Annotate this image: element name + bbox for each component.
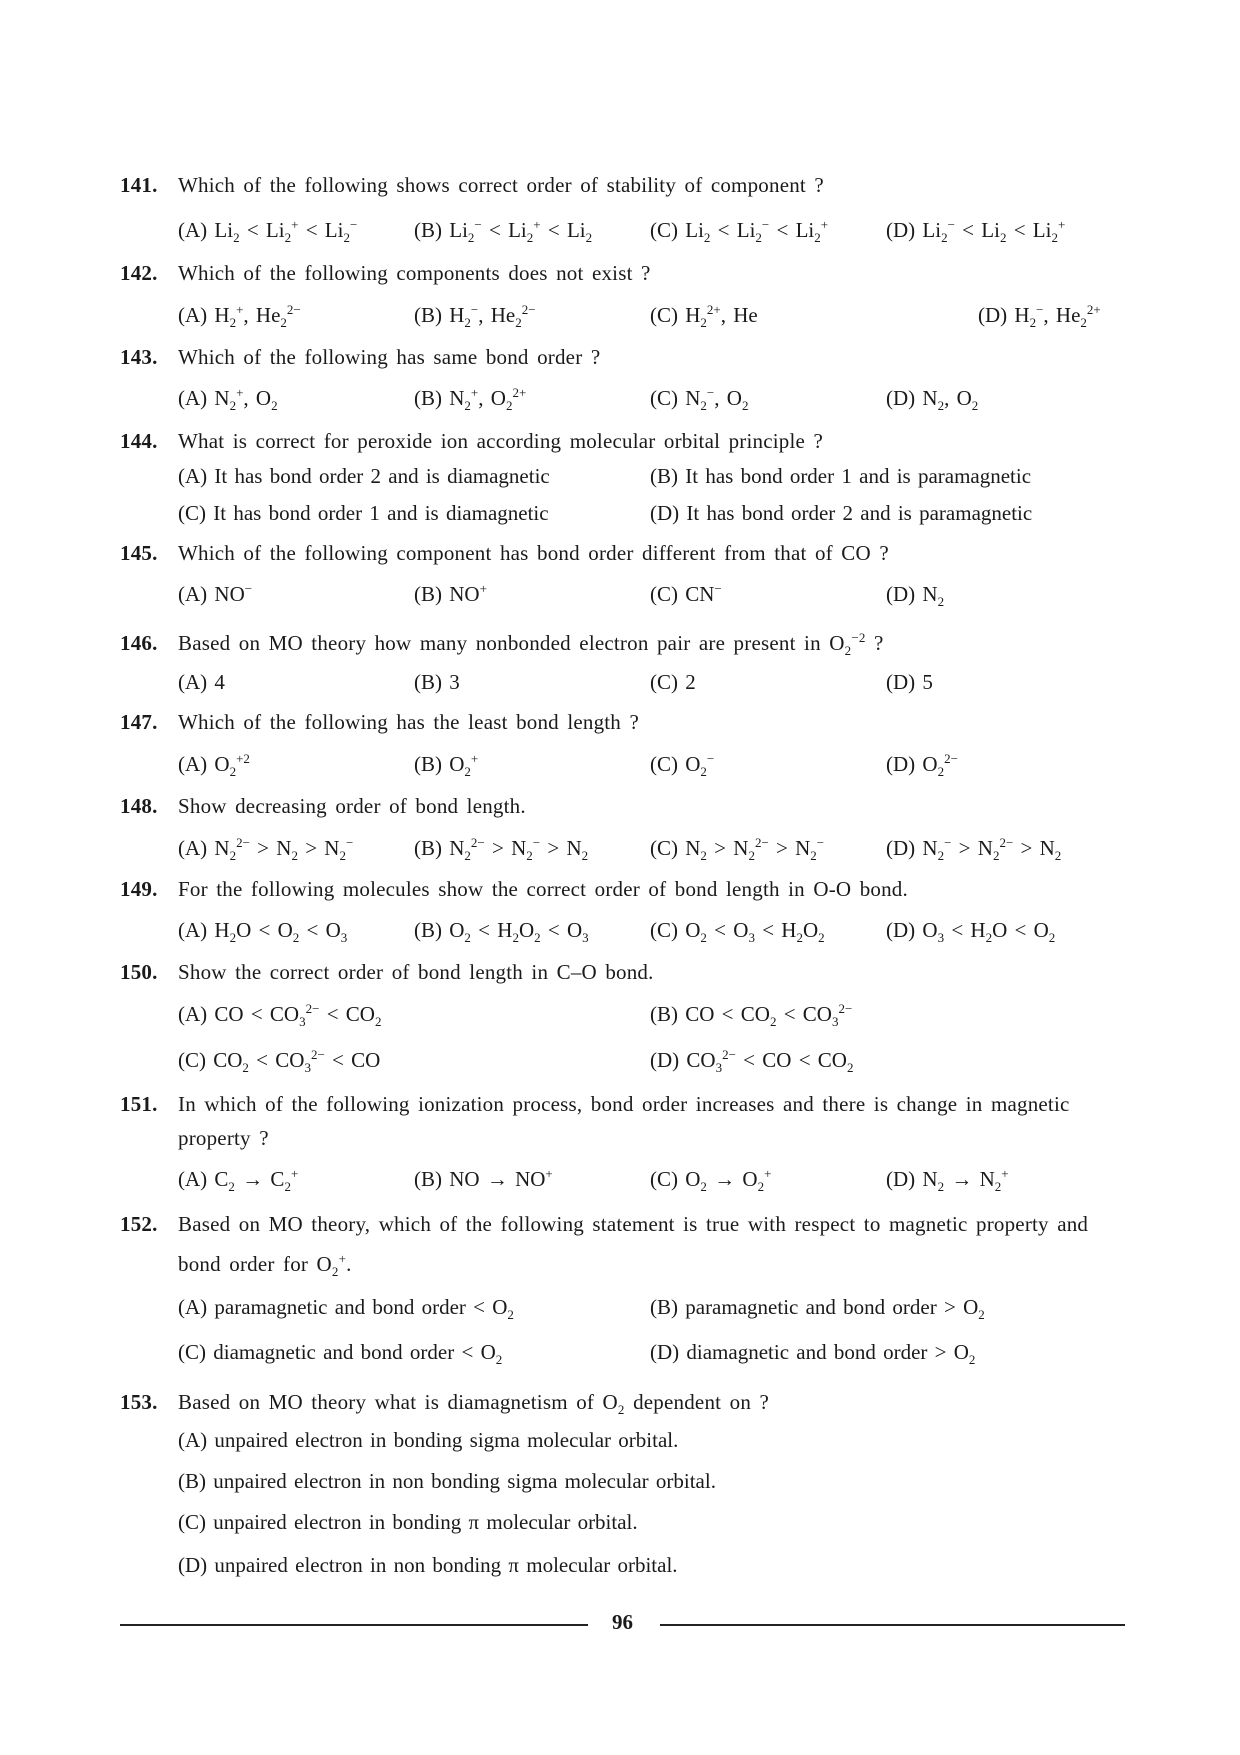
question-text-main: Based on MO theory, which of the following statement is true with respect to magnetic property and bond order for xyxy=(178,1212,1089,1276)
option-a: (A) $N_2^{2-} > N_2 > N_2^-$ xyxy=(178,835,354,864)
question-text: What is correct for peroxide ion according molecular orbital principle ? xyxy=(178,429,823,453)
question-number: 144. xyxy=(120,429,158,453)
page-number: 96 xyxy=(612,1610,633,1634)
option-b-text: (B) paramagnetic and bond order > xyxy=(650,1295,956,1319)
question-143 xyxy=(120,340,1130,374)
question-number: 151. xyxy=(120,1092,158,1116)
option-b: (B) paramagnetic and bond order > $O_2$ xyxy=(650,1295,985,1323)
option-c: (C) $H_2^{2+}$, He xyxy=(650,302,758,331)
question-text: Based on MO theory how many nonbonded electron pair are present in $O_2^{-2}$ ? xyxy=(178,630,884,659)
question-text: Show the correct order of bond length in C–O bond. xyxy=(178,960,654,984)
question-145 xyxy=(120,536,1130,570)
option-b: (B) $O_2 < H_2O_2 < O_3$ xyxy=(414,918,589,946)
question-text: Which of the following has same bond order ? xyxy=(178,345,601,369)
option-b: (B) It has bond order 1 and is paramagnetic xyxy=(650,464,1032,488)
option-d: (D) It has bond order 2 and is paramagnetic xyxy=(650,501,1033,525)
option-c: (C) unpaired electron in bonding π molecular orbital. xyxy=(178,1510,638,1534)
question-text: Show decreasing order of bond length. xyxy=(178,794,526,818)
option-c: (C) $O_2 \to O_2^+$ xyxy=(650,1166,772,1195)
question-number: 143. xyxy=(120,345,158,369)
question-number: 150. xyxy=(120,960,158,984)
option-d: (D) $Li_2^- < Li_2 < Li_2^+$ xyxy=(886,217,1066,246)
question-text: Which of the following component has bond order different from that of CO ? xyxy=(178,541,889,565)
question-number: 148. xyxy=(120,794,158,818)
question-text: For the following molecules show the correct order of bond length in O-O bond. xyxy=(178,877,908,901)
option-a: (A) $H_2O < O_2 < O_3$ xyxy=(178,918,348,946)
option-d: (D) $H_2^-$, $He_2^{2+}$ xyxy=(978,302,1101,331)
option-a: (A) It has bond order 2 and is diamagnetic xyxy=(178,464,550,488)
option-d: (D) $N_2$ xyxy=(886,582,945,610)
option-d-text: (D) diamagnetic and bond order > xyxy=(650,1340,947,1364)
question-150 xyxy=(120,955,1130,989)
option-c: (C) 2 xyxy=(650,670,696,694)
question-text: Which of the following components does not exist ? xyxy=(178,261,651,285)
footer-rule-left xyxy=(120,1624,588,1626)
question-153 xyxy=(120,1385,1130,1419)
option-d: (D) diamagnetic and bond order > $O_2$ xyxy=(650,1340,976,1368)
option-d: (D) $O_3 < H_2O < O_2$ xyxy=(886,918,1056,946)
question-151 xyxy=(120,1087,1130,1155)
question-number: 153. xyxy=(120,1390,158,1414)
option-d: (D) 5 xyxy=(886,670,933,694)
question-text: Which of the following shows correct order of stability of component ? xyxy=(178,173,824,197)
question-number: 147. xyxy=(120,710,158,734)
option-b: (B) NO → NO+ xyxy=(414,1166,553,1191)
question-number: 145. xyxy=(120,541,158,565)
option-d: (D) unpaired electron in non bonding π molecular orbital. xyxy=(178,1553,678,1577)
question-text: Based on MO theory, which of the following statement is true with respect to magnetic property and bond order for $O_2^+$. xyxy=(178,1212,1089,1280)
question-148 xyxy=(120,789,1130,823)
option-c: (C) $O_2 < O_3 < H_2O_2$ xyxy=(650,918,825,946)
question-147 xyxy=(120,705,1130,739)
option-a: (A) 4 xyxy=(178,670,225,694)
question-number: 141. xyxy=(120,173,158,197)
question-number: 152. xyxy=(120,1212,158,1236)
question-142 xyxy=(120,256,1130,290)
option-c: (C) diamagnetic and bond order < $O_2$ xyxy=(178,1340,503,1368)
option-a: (A) $Li_2 < Li_2^+ < Li_2^-$ xyxy=(178,217,358,246)
option-a: (A) $O_2^{+2}$ xyxy=(178,751,250,780)
question-144 xyxy=(120,424,1130,458)
page-footer xyxy=(120,1610,1125,1640)
option-c: (C) $N_2^-$, $O_2$ xyxy=(650,385,749,414)
option-a: (A) $N_2^+$, $O_2$ xyxy=(178,385,278,414)
option-b: (B) $N_2^+$, $O_2^{2+}$ xyxy=(414,385,527,414)
option-a: (A) NO− xyxy=(178,581,253,606)
option-a: (A) unpaired electron in bonding sigma molecular orbital. xyxy=(178,1428,679,1452)
option-c: (C) $O_2^-$ xyxy=(650,751,715,780)
question-149 xyxy=(120,872,1130,906)
question-152 xyxy=(120,1204,1130,1284)
option-c: (C) It has bond order 1 and is diamagnetic xyxy=(178,501,549,525)
option-b: (B) $Li_2^- < Li_2^+ < Li_2$ xyxy=(414,217,593,246)
question-number: 149. xyxy=(120,877,158,901)
option-a-text: (A) paramagnetic and bond order < xyxy=(178,1295,485,1319)
question-text: Which of the following has the least bond length ? xyxy=(178,710,639,734)
option-b: (B) $O_2^+$ xyxy=(414,751,479,780)
option-c: (C) $N_2 > N_2^{2-} > N_2^-$ xyxy=(650,835,825,864)
option-b: (B) CO < $CO_2 < CO_3^{2-}$ xyxy=(650,1001,853,1030)
question-146 xyxy=(120,626,1130,660)
option-c: (C) $Li_2 < Li_2^- < Li_2^+$ xyxy=(650,217,829,246)
option-b: (B) 3 xyxy=(414,670,460,694)
option-a: (A) $C_2 \to C_2^+$ xyxy=(178,1166,299,1195)
option-b: (B) $H_2^-$, $He_2^{2-}$ xyxy=(414,302,536,331)
question-number: 142. xyxy=(120,261,158,285)
option-a: (A) $H_2^+$, $He_2^{2-}$ xyxy=(178,302,301,331)
option-b: (B) unpaired electron in non bonding sigma molecular orbital. xyxy=(178,1469,716,1493)
question-text-after: dependent on ? xyxy=(633,1390,769,1414)
option-c: (C) CN− xyxy=(650,581,722,606)
option-d: (D) $N_2^- > N_2^{2-} > N_2$ xyxy=(886,835,1062,864)
option-d: (D) $N_2 \to N_2^+$ xyxy=(886,1166,1009,1195)
question-text: In which of the following ionization process, bond order increases and there is change in magnetic property ? xyxy=(178,1092,1070,1150)
question-number: 146. xyxy=(120,631,158,655)
option-c-text: (C) diamagnetic and bond order < xyxy=(178,1340,474,1364)
question-text-before: Based on MO theory what is diamagnetism of xyxy=(178,1390,595,1414)
option-b: (B) $N_2^{2-} > N_2^- > N_2$ xyxy=(414,835,589,864)
option-c: (C) $CO_2 < CO_3^{2-}$ < CO xyxy=(178,1047,381,1076)
option-d: (D) $N_2$, $O_2$ xyxy=(886,386,979,414)
option-d: (D) $CO_3^{2-}$ < CO < $CO_2$ xyxy=(650,1047,854,1076)
question-141 xyxy=(120,168,1130,202)
option-a: (A) CO < $CO_3^{2-} < CO_2$ xyxy=(178,1001,382,1030)
question-text-main: Based on MO theory how many nonbonded electron pair are present in xyxy=(178,631,821,655)
option-d: (D) $O_2^{2-}$ xyxy=(886,751,958,780)
footer-rule-right xyxy=(660,1624,1125,1626)
question-text: Based on MO theory what is diamagnetism of $O_2$ dependent on ? xyxy=(178,1390,769,1418)
option-b: (B) NO+ xyxy=(414,581,487,606)
option-a: (A) paramagnetic and bond order < $O_2$ xyxy=(178,1295,514,1323)
